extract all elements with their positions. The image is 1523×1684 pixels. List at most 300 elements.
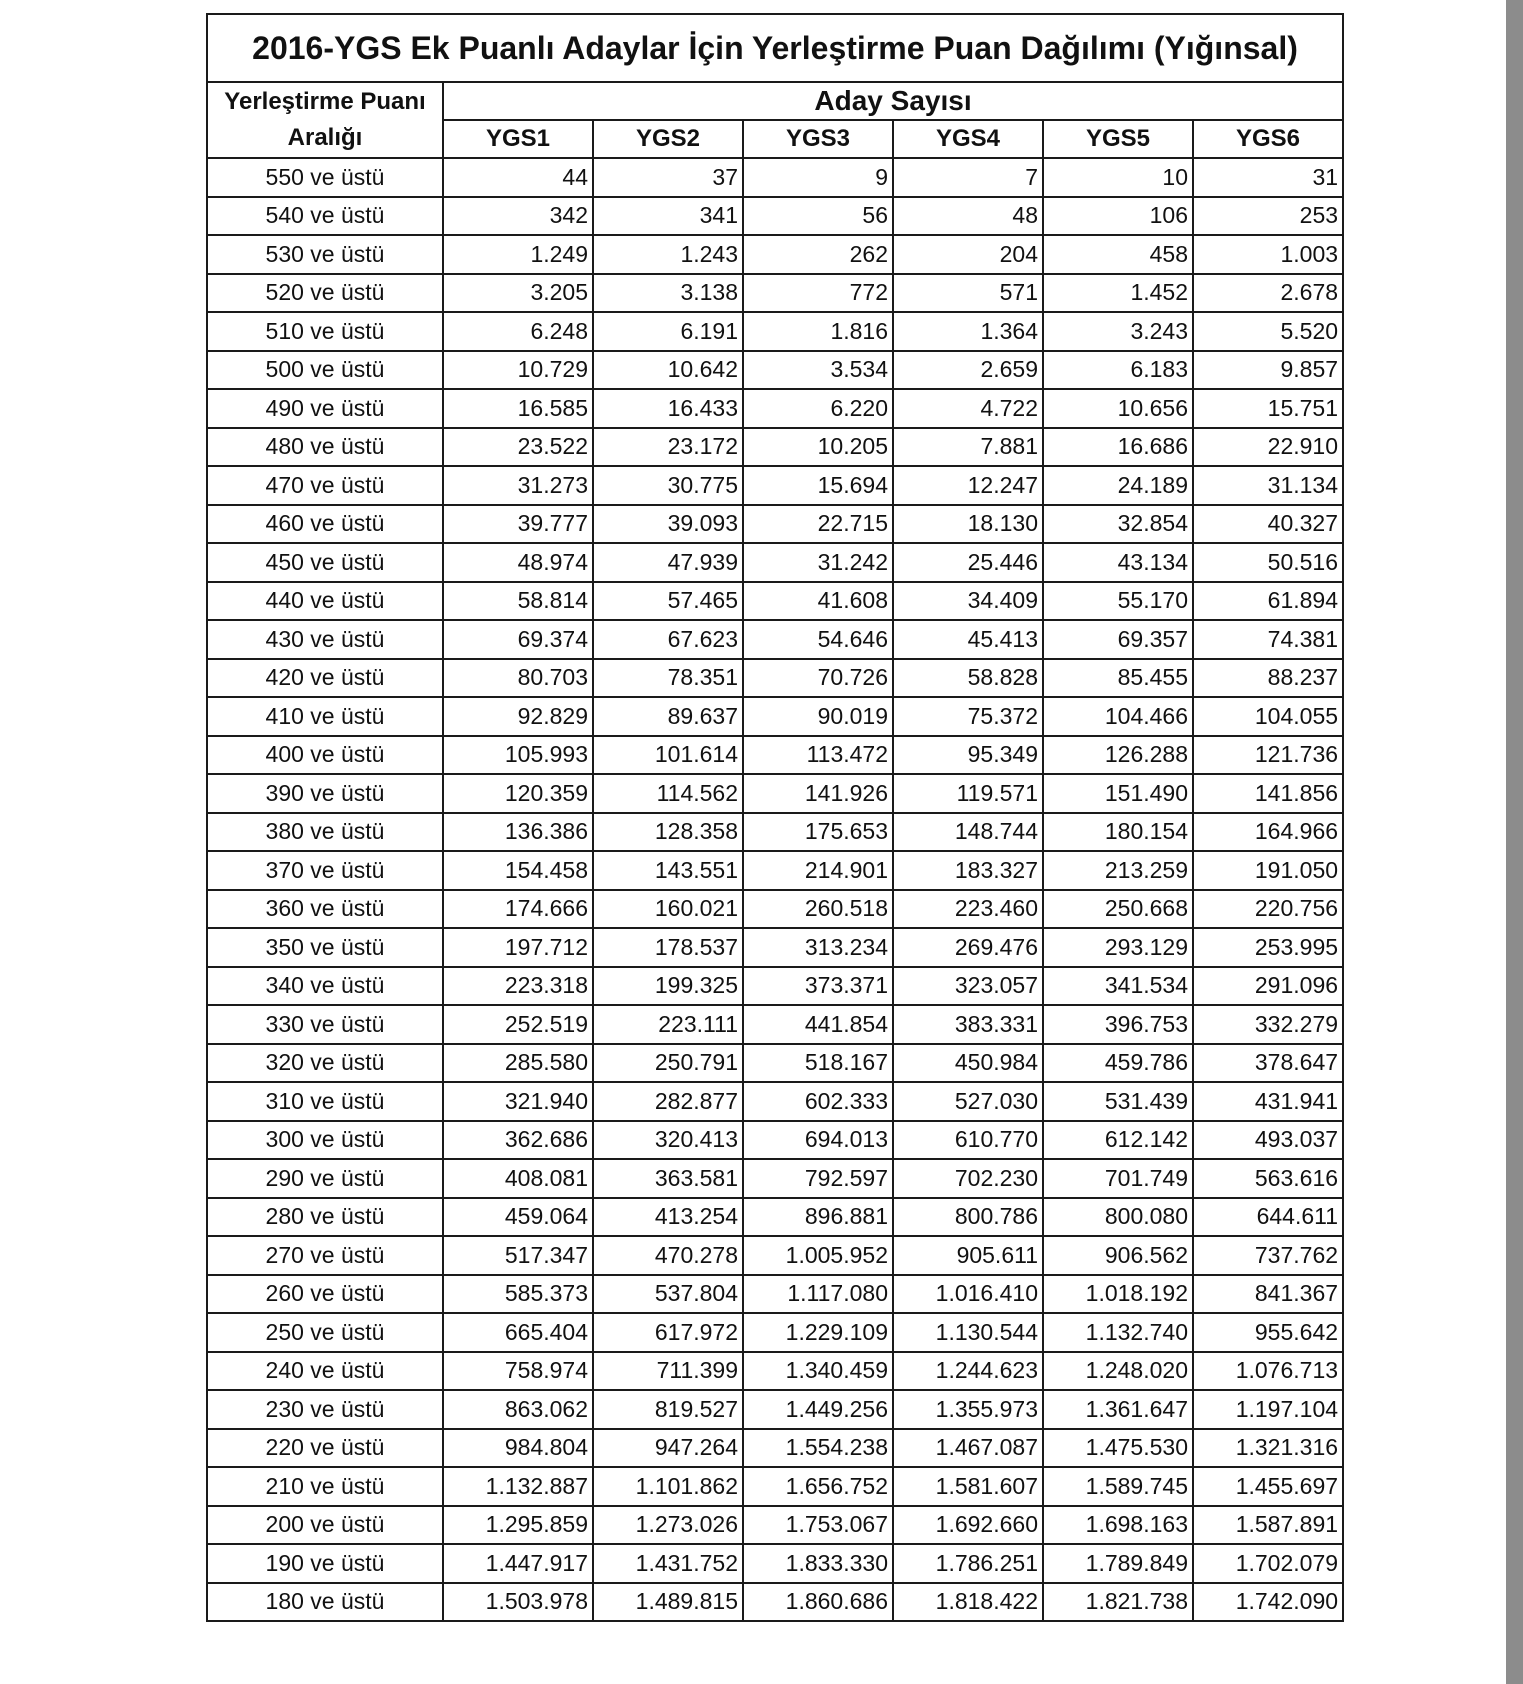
cell-ygs1: 321.940 — [443, 1082, 593, 1121]
cell-ygs4: 45.413 — [893, 620, 1043, 659]
cell-ygs1: 69.374 — [443, 620, 593, 659]
row-label: 490 ve üstü — [207, 389, 443, 428]
cell-ygs5: 3.243 — [1043, 312, 1193, 351]
cell-ygs5: 24.189 — [1043, 466, 1193, 505]
cell-ygs5: 906.562 — [1043, 1236, 1193, 1275]
cell-ygs2: 128.358 — [593, 813, 743, 852]
cell-ygs6: 253.995 — [1193, 928, 1343, 967]
cell-ygs6: 22.910 — [1193, 428, 1343, 467]
cell-ygs1: 1.447.917 — [443, 1544, 593, 1583]
cell-ygs6: 9.857 — [1193, 351, 1343, 390]
row-label: 240 ve üstü — [207, 1352, 443, 1391]
cell-ygs1: 223.318 — [443, 967, 593, 1006]
document-page — [206, 13, 1344, 1622]
table-row — [207, 1159, 1343, 1198]
cell-ygs1: 92.829 — [443, 697, 593, 736]
table-row — [207, 274, 1343, 313]
cell-ygs2: 1.431.752 — [593, 1544, 743, 1583]
cell-ygs6: 50.516 — [1193, 543, 1343, 582]
cell-ygs1: 1.132.887 — [443, 1467, 593, 1506]
cell-ygs2: 363.581 — [593, 1159, 743, 1198]
cell-ygs6: 644.611 — [1193, 1198, 1343, 1237]
cell-ygs2: 178.537 — [593, 928, 743, 967]
cell-ygs4: 2.659 — [893, 351, 1043, 390]
row-label: 380 ve üstü — [207, 813, 443, 852]
cell-ygs2: 537.804 — [593, 1275, 743, 1314]
cell-ygs1: 48.974 — [443, 543, 593, 582]
table-row — [207, 1005, 1343, 1044]
cell-ygs4: 95.349 — [893, 736, 1043, 775]
cell-ygs4: 527.030 — [893, 1082, 1043, 1121]
table-row — [207, 351, 1343, 390]
cell-ygs5: 1.698.163 — [1043, 1506, 1193, 1545]
cell-ygs5: 10 — [1043, 158, 1193, 197]
table-row — [207, 1082, 1343, 1121]
cell-ygs3: 602.333 — [743, 1082, 893, 1121]
cell-ygs3: 31.242 — [743, 543, 893, 582]
cell-ygs3: 1.816 — [743, 312, 893, 351]
table-row — [207, 1121, 1343, 1160]
row-label: 300 ve üstü — [207, 1121, 443, 1160]
cell-ygs6: 104.055 — [1193, 697, 1343, 736]
cell-ygs1: 174.666 — [443, 890, 593, 929]
cell-ygs2: 223.111 — [593, 1005, 743, 1044]
cell-ygs6: 31.134 — [1193, 466, 1343, 505]
row-label: 510 ve üstü — [207, 312, 443, 351]
cell-ygs4: 4.722 — [893, 389, 1043, 428]
cell-ygs6: 1.742.090 — [1193, 1583, 1343, 1622]
cell-ygs2: 1.273.026 — [593, 1506, 743, 1545]
cell-ygs3: 41.608 — [743, 582, 893, 621]
cell-ygs3: 896.881 — [743, 1198, 893, 1237]
cell-ygs4: 1.355.973 — [893, 1390, 1043, 1429]
cell-ygs2: 470.278 — [593, 1236, 743, 1275]
cell-ygs6: 493.037 — [1193, 1121, 1343, 1160]
row-label: 190 ve üstü — [207, 1544, 443, 1583]
column-header-ygs6: YGS6 — [1193, 120, 1343, 158]
table-row — [207, 813, 1343, 852]
row-label: 270 ve üstü — [207, 1236, 443, 1275]
cell-ygs3: 1.860.686 — [743, 1583, 893, 1622]
row-label: 230 ve üstü — [207, 1390, 443, 1429]
cell-ygs6: 378.647 — [1193, 1044, 1343, 1083]
row-label: 450 ve üstü — [207, 543, 443, 582]
table-row — [207, 428, 1343, 467]
cell-ygs6: 220.756 — [1193, 890, 1343, 929]
table-row — [207, 1506, 1343, 1545]
cell-ygs6: 5.520 — [1193, 312, 1343, 351]
row-label: 280 ve üstü — [207, 1198, 443, 1237]
distribution-table — [206, 13, 1344, 1622]
cell-ygs3: 214.901 — [743, 851, 893, 890]
cell-ygs6: 1.321.316 — [1193, 1429, 1343, 1468]
cell-ygs1: 136.386 — [443, 813, 593, 852]
cell-ygs3: 1.117.080 — [743, 1275, 893, 1314]
cell-ygs2: 30.775 — [593, 466, 743, 505]
cell-ygs2: 1.243 — [593, 235, 743, 274]
cell-ygs2: 101.614 — [593, 736, 743, 775]
column-header-ygs1: YGS1 — [443, 120, 593, 158]
cell-ygs3: 22.715 — [743, 505, 893, 544]
cell-ygs6: 31 — [1193, 158, 1343, 197]
cell-ygs1: 585.373 — [443, 1275, 593, 1314]
cell-ygs3: 1.833.330 — [743, 1544, 893, 1583]
cell-ygs3: 792.597 — [743, 1159, 893, 1198]
cell-ygs1: 10.729 — [443, 351, 593, 390]
cell-ygs5: 16.686 — [1043, 428, 1193, 467]
table-row — [207, 1467, 1343, 1506]
cell-ygs6: 1.702.079 — [1193, 1544, 1343, 1583]
table-row — [207, 697, 1343, 736]
cell-ygs4: 183.327 — [893, 851, 1043, 890]
cell-ygs3: 90.019 — [743, 697, 893, 736]
cell-ygs1: 105.993 — [443, 736, 593, 775]
cell-ygs3: 441.854 — [743, 1005, 893, 1044]
cell-ygs2: 282.877 — [593, 1082, 743, 1121]
cell-ygs2: 57.465 — [593, 582, 743, 621]
cell-ygs2: 37 — [593, 158, 743, 197]
cell-ygs5: 1.589.745 — [1043, 1467, 1193, 1506]
cell-ygs2: 23.172 — [593, 428, 743, 467]
cell-ygs3: 6.220 — [743, 389, 893, 428]
row-label: 180 ve üstü — [207, 1583, 443, 1622]
cell-ygs6: 191.050 — [1193, 851, 1343, 890]
column-header-ygs3: YGS3 — [743, 120, 893, 158]
cell-ygs4: 7.881 — [893, 428, 1043, 467]
cell-ygs6: 40.327 — [1193, 505, 1343, 544]
cell-ygs1: 39.777 — [443, 505, 593, 544]
cell-ygs1: 252.519 — [443, 1005, 593, 1044]
table-row — [207, 389, 1343, 428]
cell-ygs6: 563.616 — [1193, 1159, 1343, 1198]
cell-ygs1: 342 — [443, 197, 593, 236]
cell-ygs2: 617.972 — [593, 1313, 743, 1352]
row-label: 440 ve üstü — [207, 582, 443, 621]
table-row — [207, 543, 1343, 582]
table-row — [207, 1583, 1343, 1622]
row-label: 480 ve üstü — [207, 428, 443, 467]
cell-ygs6: 74.381 — [1193, 620, 1343, 659]
cell-ygs5: 106 — [1043, 197, 1193, 236]
cell-ygs1: 58.814 — [443, 582, 593, 621]
cell-ygs2: 3.138 — [593, 274, 743, 313]
cell-ygs4: 323.057 — [893, 967, 1043, 1006]
cell-ygs5: 43.134 — [1043, 543, 1193, 582]
cell-ygs5: 6.183 — [1043, 351, 1193, 390]
cell-ygs4: 18.130 — [893, 505, 1043, 544]
cell-ygs3: 175.653 — [743, 813, 893, 852]
cell-ygs2: 947.264 — [593, 1429, 743, 1468]
cell-ygs6: 1.455.697 — [1193, 1467, 1343, 1506]
cell-ygs6: 431.941 — [1193, 1082, 1343, 1121]
cell-ygs3: 1.753.067 — [743, 1506, 893, 1545]
table-body — [207, 158, 1343, 1621]
cell-ygs6: 1.197.104 — [1193, 1390, 1343, 1429]
row-label: 260 ve üstü — [207, 1275, 443, 1314]
cell-ygs2: 39.093 — [593, 505, 743, 544]
cell-ygs4: 7 — [893, 158, 1043, 197]
cell-ygs4: 1.364 — [893, 312, 1043, 351]
range-column-header: Yerleştirme Puanı Aralığı — [207, 82, 443, 158]
row-label: 220 ve üstü — [207, 1429, 443, 1468]
cell-ygs3: 54.646 — [743, 620, 893, 659]
cell-ygs4: 48 — [893, 197, 1043, 236]
cell-ygs1: 80.703 — [443, 659, 593, 698]
cell-ygs6: 253 — [1193, 197, 1343, 236]
cell-ygs1: 863.062 — [443, 1390, 593, 1429]
cell-ygs5: 531.439 — [1043, 1082, 1193, 1121]
cell-ygs3: 1.449.256 — [743, 1390, 893, 1429]
cell-ygs5: 396.753 — [1043, 1005, 1193, 1044]
row-label: 530 ve üstü — [207, 235, 443, 274]
cell-ygs3: 113.472 — [743, 736, 893, 775]
cell-ygs1: 31.273 — [443, 466, 593, 505]
cell-ygs3: 262 — [743, 235, 893, 274]
cell-ygs3: 141.926 — [743, 774, 893, 813]
cell-ygs1: 758.974 — [443, 1352, 593, 1391]
cell-ygs6: 955.642 — [1193, 1313, 1343, 1352]
cell-ygs5: 180.154 — [1043, 813, 1193, 852]
cell-ygs4: 1.016.410 — [893, 1275, 1043, 1314]
cell-ygs1: 154.458 — [443, 851, 593, 890]
cell-ygs4: 58.828 — [893, 659, 1043, 698]
table-row — [207, 197, 1343, 236]
row-label: 400 ve üstü — [207, 736, 443, 775]
table-row — [207, 1236, 1343, 1275]
cell-ygs2: 199.325 — [593, 967, 743, 1006]
cell-ygs5: 458 — [1043, 235, 1193, 274]
table-row — [207, 890, 1343, 929]
cell-ygs4: 269.476 — [893, 928, 1043, 967]
cell-ygs6: 121.736 — [1193, 736, 1343, 775]
cell-ygs1: 197.712 — [443, 928, 593, 967]
cell-ygs2: 711.399 — [593, 1352, 743, 1391]
row-label: 210 ve üstü — [207, 1467, 443, 1506]
cell-ygs4: 905.611 — [893, 1236, 1043, 1275]
cell-ygs4: 383.331 — [893, 1005, 1043, 1044]
row-label: 200 ve üstü — [207, 1506, 443, 1545]
table-row — [207, 582, 1343, 621]
cell-ygs4: 25.446 — [893, 543, 1043, 582]
cell-ygs1: 120.359 — [443, 774, 593, 813]
cell-ygs5: 104.466 — [1043, 697, 1193, 736]
row-label: 430 ve üstü — [207, 620, 443, 659]
row-label: 360 ve üstü — [207, 890, 443, 929]
cell-ygs4: 1.467.087 — [893, 1429, 1043, 1468]
cell-ygs3: 694.013 — [743, 1121, 893, 1160]
table-row — [207, 1044, 1343, 1083]
table-title: 2016-YGS Ek Puanlı Adaylar İçin Yerleştirme Puan Dağılımı (Yığınsal) — [207, 14, 1343, 82]
cell-ygs6: 15.751 — [1193, 389, 1343, 428]
cell-ygs2: 341 — [593, 197, 743, 236]
table-row — [207, 1429, 1343, 1468]
column-header-ygs4: YGS4 — [893, 120, 1043, 158]
cell-ygs4: 1.786.251 — [893, 1544, 1043, 1583]
row-label: 290 ve üstü — [207, 1159, 443, 1198]
table-row — [207, 967, 1343, 1006]
cell-ygs4: 1.244.623 — [893, 1352, 1043, 1391]
cell-ygs5: 1.248.020 — [1043, 1352, 1193, 1391]
table-row — [207, 1544, 1343, 1583]
cell-ygs4: 800.786 — [893, 1198, 1043, 1237]
column-header-ygs2: YGS2 — [593, 120, 743, 158]
row-label: 330 ve üstü — [207, 1005, 443, 1044]
row-label: 540 ve üstü — [207, 197, 443, 236]
cell-ygs5: 701.749 — [1043, 1159, 1193, 1198]
cell-ygs5: 1.018.192 — [1043, 1275, 1193, 1314]
cell-ygs5: 32.854 — [1043, 505, 1193, 544]
cell-ygs1: 23.522 — [443, 428, 593, 467]
cell-ygs2: 1.101.862 — [593, 1467, 743, 1506]
aday-sayisi-header: Aday Sayısı — [443, 82, 1343, 120]
cell-ygs2: 413.254 — [593, 1198, 743, 1237]
cell-ygs3: 1.229.109 — [743, 1313, 893, 1352]
row-label: 370 ve üstü — [207, 851, 443, 890]
cell-ygs5: 85.455 — [1043, 659, 1193, 698]
table-row — [207, 620, 1343, 659]
cell-ygs1: 1.503.978 — [443, 1583, 593, 1622]
cell-ygs3: 260.518 — [743, 890, 893, 929]
cell-ygs4: 571 — [893, 274, 1043, 313]
cell-ygs2: 6.191 — [593, 312, 743, 351]
cell-ygs1: 44 — [443, 158, 593, 197]
row-label: 470 ve üstü — [207, 466, 443, 505]
cell-ygs3: 772 — [743, 274, 893, 313]
cell-ygs4: 204 — [893, 235, 1043, 274]
cell-ygs2: 143.551 — [593, 851, 743, 890]
cell-ygs4: 12.247 — [893, 466, 1043, 505]
cell-ygs6: 1.587.891 — [1193, 1506, 1343, 1545]
cell-ygs5: 800.080 — [1043, 1198, 1193, 1237]
row-label: 310 ve üstü — [207, 1082, 443, 1121]
cell-ygs3: 56 — [743, 197, 893, 236]
cell-ygs6: 291.096 — [1193, 967, 1343, 1006]
cell-ygs2: 16.433 — [593, 389, 743, 428]
row-label: 390 ve üstü — [207, 774, 443, 813]
cell-ygs2: 819.527 — [593, 1390, 743, 1429]
cell-ygs5: 69.357 — [1043, 620, 1193, 659]
cell-ygs5: 459.786 — [1043, 1044, 1193, 1083]
cell-ygs2: 160.021 — [593, 890, 743, 929]
cell-ygs5: 341.534 — [1043, 967, 1193, 1006]
cell-ygs5: 1.361.647 — [1043, 1390, 1193, 1429]
table-row — [207, 1275, 1343, 1314]
cell-ygs1: 16.585 — [443, 389, 593, 428]
row-label: 320 ve üstü — [207, 1044, 443, 1083]
cell-ygs2: 1.489.815 — [593, 1583, 743, 1622]
cell-ygs5: 250.668 — [1043, 890, 1193, 929]
table-row — [207, 1198, 1343, 1237]
row-label: 500 ve üstü — [207, 351, 443, 390]
cell-ygs6: 332.279 — [1193, 1005, 1343, 1044]
cell-ygs3: 518.167 — [743, 1044, 893, 1083]
cell-ygs2: 10.642 — [593, 351, 743, 390]
cell-ygs1: 984.804 — [443, 1429, 593, 1468]
cell-ygs3: 1.554.238 — [743, 1429, 893, 1468]
cell-ygs3: 70.726 — [743, 659, 893, 698]
table-row — [207, 1390, 1343, 1429]
cell-ygs6: 61.894 — [1193, 582, 1343, 621]
cell-ygs5: 1.452 — [1043, 274, 1193, 313]
cell-ygs2: 89.637 — [593, 697, 743, 736]
cell-ygs4: 1.130.544 — [893, 1313, 1043, 1352]
cell-ygs3: 10.205 — [743, 428, 893, 467]
cell-ygs1: 285.580 — [443, 1044, 593, 1083]
table-row — [207, 235, 1343, 274]
cell-ygs5: 10.656 — [1043, 389, 1193, 428]
cell-ygs1: 3.205 — [443, 274, 593, 313]
table-row — [207, 774, 1343, 813]
cell-ygs4: 1.692.660 — [893, 1506, 1043, 1545]
cell-ygs1: 408.081 — [443, 1159, 593, 1198]
cell-ygs5: 126.288 — [1043, 736, 1193, 775]
cell-ygs4: 148.744 — [893, 813, 1043, 852]
cell-ygs4: 450.984 — [893, 1044, 1043, 1083]
cell-ygs4: 1.581.607 — [893, 1467, 1043, 1506]
cell-ygs4: 610.770 — [893, 1121, 1043, 1160]
cell-ygs3: 3.534 — [743, 351, 893, 390]
table-row — [207, 1352, 1343, 1391]
row-label: 350 ve üstü — [207, 928, 443, 967]
cell-ygs3: 1.340.459 — [743, 1352, 893, 1391]
cell-ygs3: 1.656.752 — [743, 1467, 893, 1506]
row-label: 520 ve üstü — [207, 274, 443, 313]
cell-ygs2: 320.413 — [593, 1121, 743, 1160]
cell-ygs2: 250.791 — [593, 1044, 743, 1083]
cell-ygs5: 612.142 — [1043, 1121, 1193, 1160]
table-row — [207, 736, 1343, 775]
column-header-ygs5: YGS5 — [1043, 120, 1193, 158]
row-label: 420 ve üstü — [207, 659, 443, 698]
cell-ygs4: 119.571 — [893, 774, 1043, 813]
cell-ygs5: 1.789.849 — [1043, 1544, 1193, 1583]
cell-ygs4: 702.230 — [893, 1159, 1043, 1198]
cell-ygs6: 2.678 — [1193, 274, 1343, 313]
cell-ygs4: 75.372 — [893, 697, 1043, 736]
cell-ygs5: 55.170 — [1043, 582, 1193, 621]
table-row — [207, 928, 1343, 967]
cell-ygs2: 114.562 — [593, 774, 743, 813]
cell-ygs5: 1.132.740 — [1043, 1313, 1193, 1352]
row-label: 550 ve üstü — [207, 158, 443, 197]
cell-ygs3: 313.234 — [743, 928, 893, 967]
cell-ygs6: 737.762 — [1193, 1236, 1343, 1275]
cell-ygs2: 67.623 — [593, 620, 743, 659]
cell-ygs6: 1.076.713 — [1193, 1352, 1343, 1391]
cell-ygs1: 665.404 — [443, 1313, 593, 1352]
cell-ygs1: 517.347 — [443, 1236, 593, 1275]
table-row — [207, 659, 1343, 698]
cell-ygs1: 459.064 — [443, 1198, 593, 1237]
scrollbar-track[interactable] — [1506, 0, 1523, 1684]
cell-ygs6: 1.003 — [1193, 235, 1343, 274]
cell-ygs1: 1.295.859 — [443, 1506, 593, 1545]
cell-ygs6: 141.856 — [1193, 774, 1343, 813]
cell-ygs5: 151.490 — [1043, 774, 1193, 813]
cell-ygs6: 164.966 — [1193, 813, 1343, 852]
cell-ygs2: 78.351 — [593, 659, 743, 698]
cell-ygs1: 362.686 — [443, 1121, 593, 1160]
cell-ygs1: 1.249 — [443, 235, 593, 274]
row-label: 250 ve üstü — [207, 1313, 443, 1352]
cell-ygs2: 47.939 — [593, 543, 743, 582]
table-row — [207, 505, 1343, 544]
cell-ygs3: 1.005.952 — [743, 1236, 893, 1275]
cell-ygs4: 223.460 — [893, 890, 1043, 929]
row-label: 410 ve üstü — [207, 697, 443, 736]
table-row — [207, 851, 1343, 890]
cell-ygs5: 293.129 — [1043, 928, 1193, 967]
